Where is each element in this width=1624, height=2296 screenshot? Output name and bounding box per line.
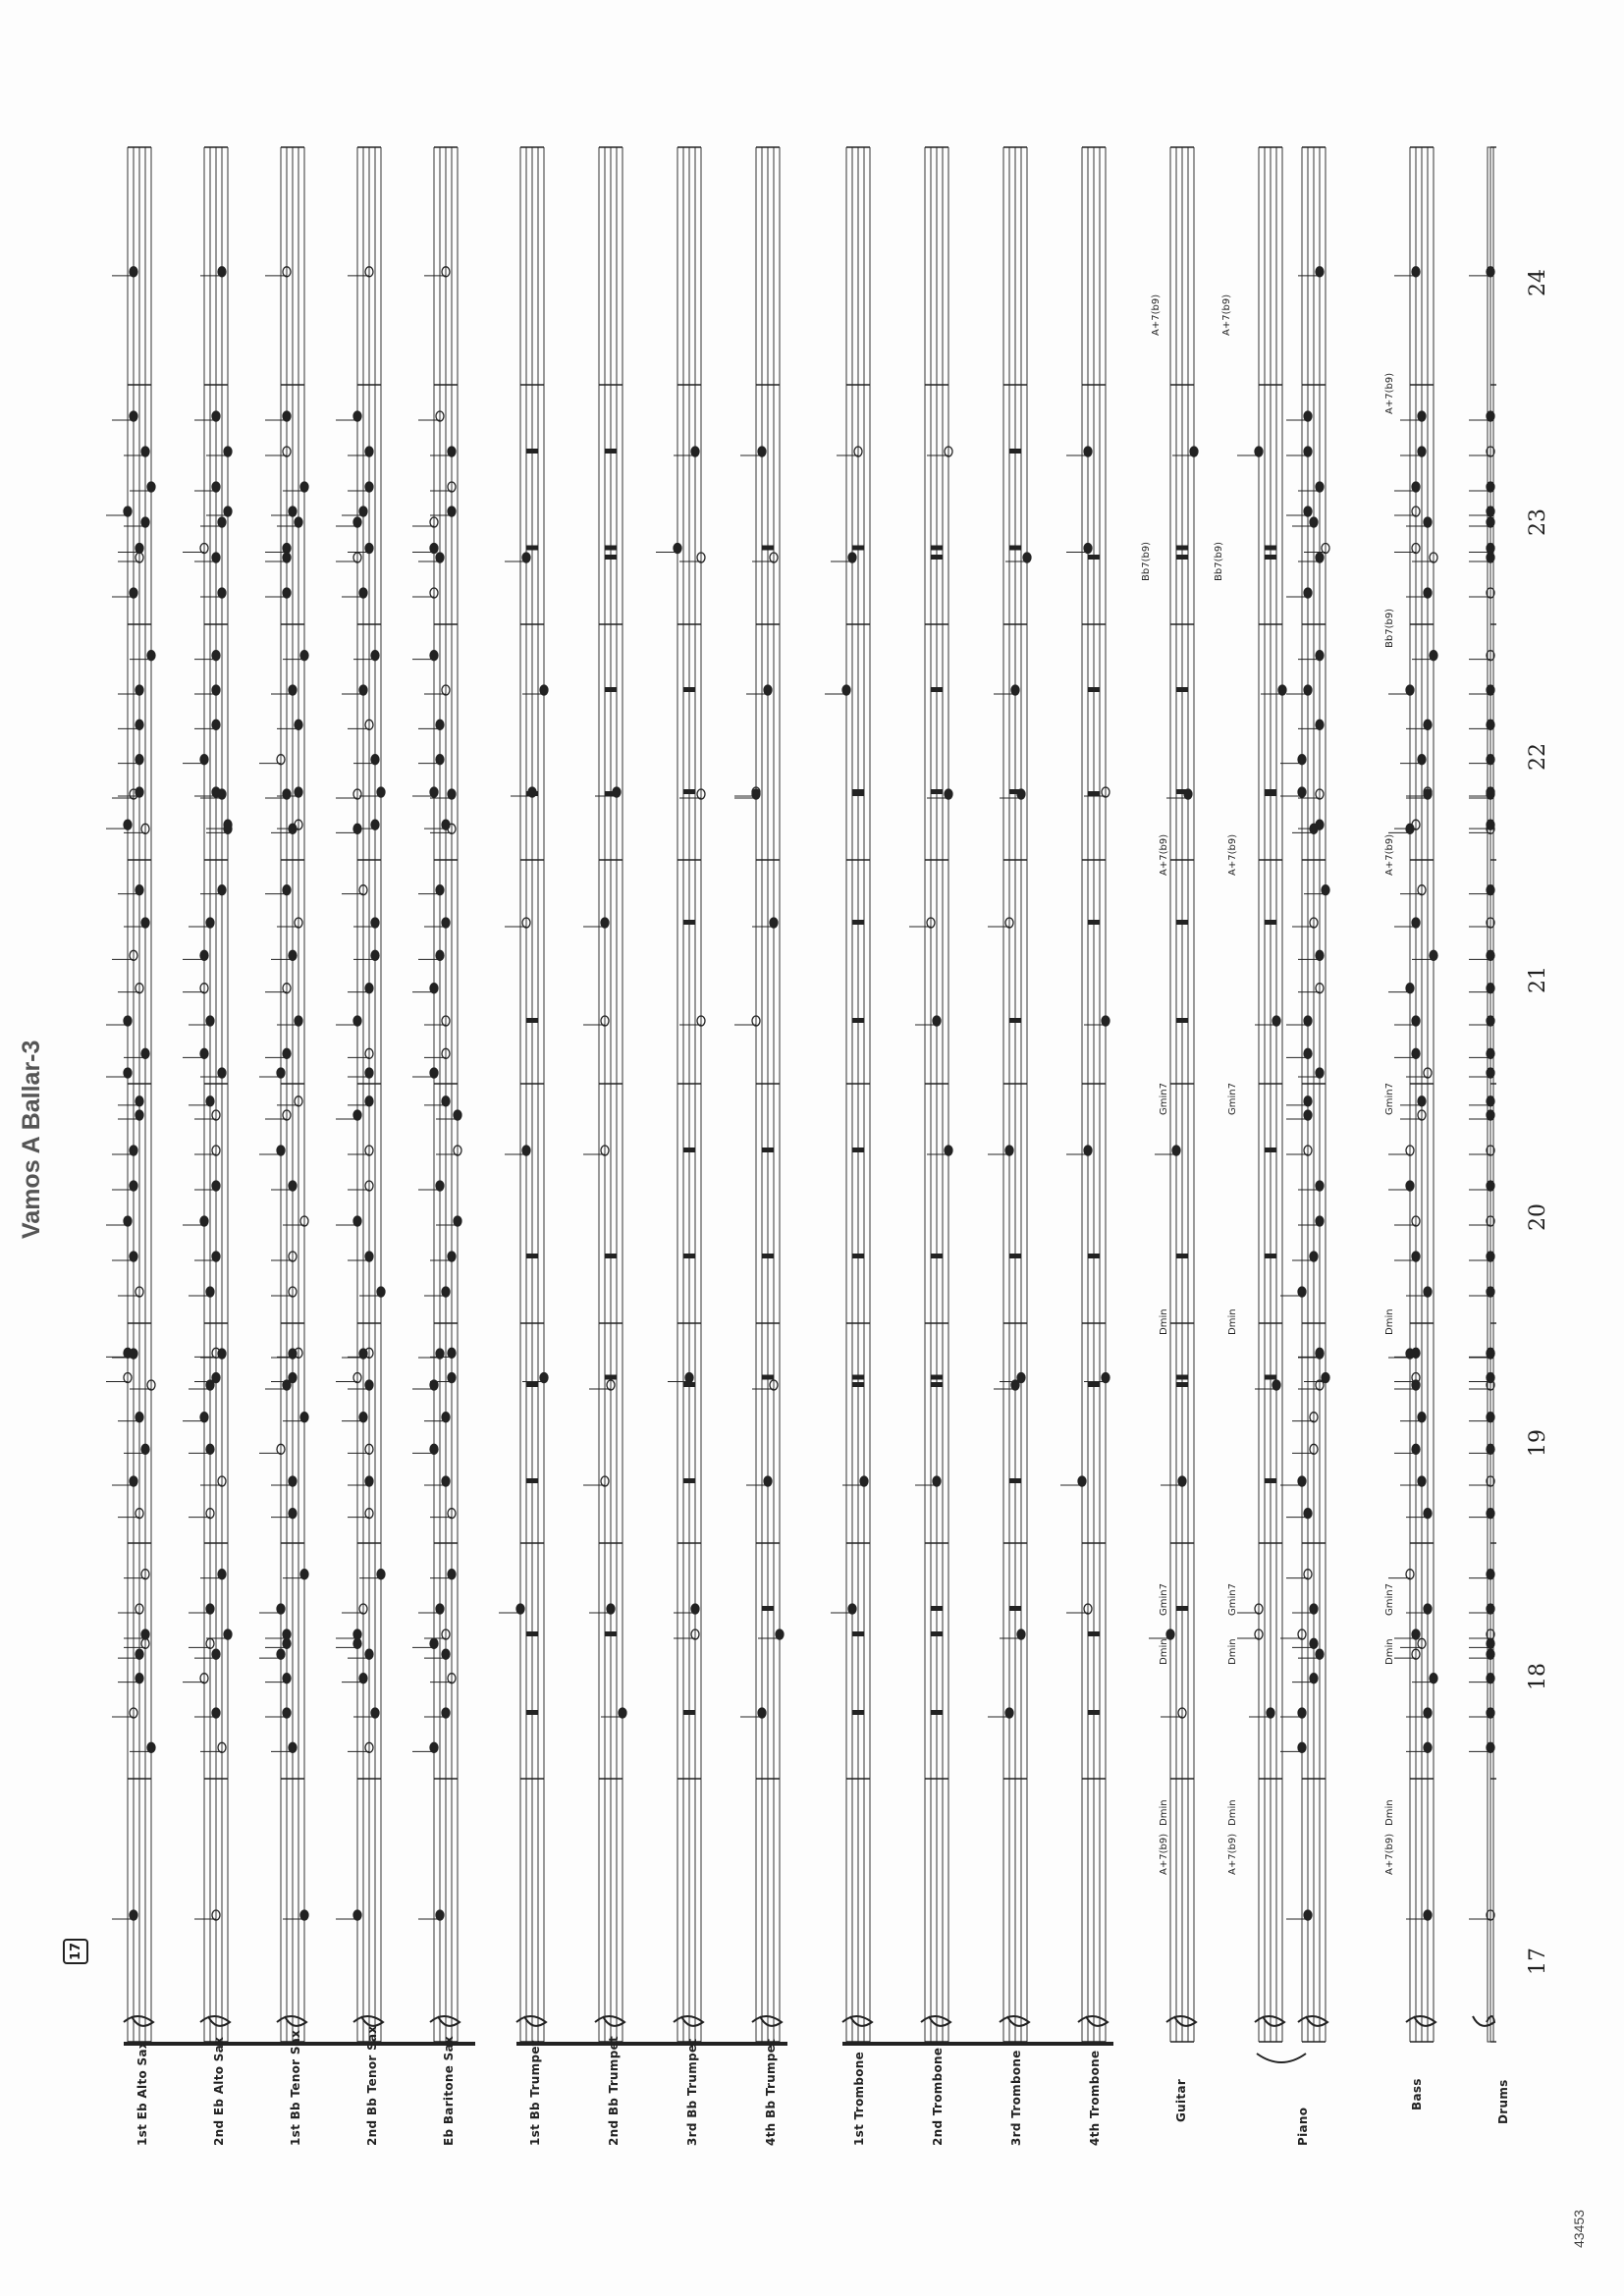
rest-glyph — [852, 789, 864, 794]
rest-glyph — [526, 449, 538, 454]
rest-glyph — [1088, 791, 1100, 796]
rest-glyph — [931, 789, 943, 794]
rest-glyph — [1176, 1254, 1188, 1258]
chord-symbol: A+7(b9) — [1227, 833, 1238, 876]
rest-glyph — [1265, 546, 1276, 551]
rest-glyph — [762, 1254, 774, 1258]
instrument-label-piano: Piano — [1296, 2107, 1310, 2146]
instrument-label-trombone-3: 3rd Trombone — [1009, 2050, 1023, 2146]
rest-glyph — [1009, 1478, 1021, 1483]
rest-glyph — [1088, 687, 1100, 692]
instrument-label-trombone-2: 2nd Trombone — [931, 2047, 945, 2146]
catalog-number: 43453 — [1571, 2210, 1587, 2248]
chord-symbol: Dmin — [1384, 1638, 1395, 1665]
instrument-label-trumpet-2: 2nd Bb Trumpet — [607, 2035, 621, 2146]
rest-glyph — [852, 1018, 864, 1023]
rest-glyph — [683, 687, 695, 692]
chord-symbol: Dmin — [1227, 1308, 1238, 1335]
rest-glyph — [526, 1631, 538, 1636]
chord-symbol: Dmin — [1227, 1638, 1238, 1665]
clef-glyph — [1473, 2016, 1494, 2026]
instrument-label-trombone-4: 4th Trombone — [1088, 2050, 1102, 2146]
rest-glyph — [852, 1254, 864, 1258]
rest-glyph — [1265, 789, 1276, 794]
rest-glyph — [762, 546, 774, 551]
trombones-group-bracket — [842, 2042, 1113, 2046]
rest-glyph — [852, 1710, 864, 1715]
rest-glyph — [1009, 449, 1021, 454]
rest-glyph — [1176, 546, 1188, 551]
instrument-label-bari-sax: Eb Baritone Sax — [442, 2035, 456, 2146]
chord-symbol: A+7(b9) — [1159, 833, 1169, 876]
rest-glyph — [1088, 1710, 1100, 1715]
rest-glyph — [683, 920, 695, 925]
instrument-label-trumpet-3: 3rd Bb Trumpet — [685, 2038, 699, 2146]
chord-symbol: Dmin — [1227, 1799, 1238, 1826]
instrument-label-trumpet-1: 1st Bb Trumpet — [528, 2040, 542, 2146]
rest-glyph — [762, 1148, 774, 1152]
bar-number-23: 23 — [1526, 508, 1550, 536]
rest-glyph — [1176, 920, 1188, 925]
rest-glyph — [605, 555, 617, 560]
rest-glyph — [1176, 789, 1188, 794]
rest-glyph — [852, 1148, 864, 1152]
chord-symbol: Gmin7 — [1159, 1583, 1169, 1616]
chord-symbol: Gmin7 — [1227, 1083, 1238, 1115]
instrument-label-alto-1: 1st Eb Alto Sax — [135, 2041, 149, 2146]
rest-glyph — [931, 1631, 943, 1636]
rest-glyph — [852, 1375, 864, 1380]
instrument-label-tenor-1: 1st Bb Tenor Sax — [289, 2029, 302, 2146]
rest-glyph — [931, 1254, 943, 1258]
rest-glyph — [526, 1018, 538, 1023]
rest-glyph — [605, 546, 617, 551]
rest-glyph — [605, 449, 617, 454]
rest-glyph — [526, 1382, 538, 1387]
chord-symbol: Gmin7 — [1159, 1083, 1169, 1115]
rest-glyph — [1088, 1254, 1100, 1258]
instrument-label-drums: Drums — [1496, 2079, 1510, 2124]
rest-glyph — [683, 1382, 695, 1387]
rest-glyph — [526, 1254, 538, 1258]
bar-number-17: 17 — [1526, 1948, 1550, 1975]
rest-glyph — [1088, 1382, 1100, 1387]
chord-symbol: A+7(b9) — [1221, 294, 1232, 336]
rest-glyph — [605, 1254, 617, 1258]
instrument-label-trombone-1: 1st Trombone — [852, 2051, 866, 2146]
chord-symbol: Gmin7 — [1227, 1583, 1238, 1616]
rest-glyph — [1009, 789, 1021, 794]
bar-number-19: 19 — [1526, 1429, 1550, 1457]
rest-glyph — [1265, 920, 1276, 925]
rest-glyph — [605, 1631, 617, 1636]
rest-glyph — [762, 1375, 774, 1380]
rest-glyph — [1176, 1375, 1188, 1380]
rest-glyph — [931, 555, 943, 560]
instrument-label-trumpet-4: 4th Bb Trumpet — [764, 2038, 778, 2146]
rest-glyph — [605, 1375, 617, 1380]
chord-symbol: Dmin — [1384, 1308, 1395, 1335]
chord-symbol: Bb7(b9) — [1384, 608, 1395, 648]
rest-glyph — [852, 1631, 864, 1636]
chord-symbol: Dmin — [1159, 1308, 1169, 1335]
page-title: Vamos A Ballar-3 — [18, 1040, 45, 1239]
rest-glyph — [683, 1478, 695, 1483]
bar-number-24: 24 — [1526, 269, 1550, 296]
chord-symbol: Dmin — [1384, 1799, 1395, 1826]
chord-symbol: Gmin7 — [1384, 1583, 1395, 1616]
instrument-label-guitar: Guitar — [1174, 2078, 1188, 2122]
chord-symbol: A+7(b9) — [1227, 1833, 1238, 1875]
chord-symbol: Dmin — [1159, 1638, 1169, 1665]
rest-glyph — [683, 1148, 695, 1152]
chord-symbol: A+7(b9) — [1384, 372, 1395, 414]
rest-glyph — [1265, 1148, 1276, 1152]
chord-symbol: Bb7(b9) — [1214, 541, 1224, 581]
trumpets-group-bracket — [516, 2042, 787, 2046]
rest-glyph — [1088, 1631, 1100, 1636]
rest-glyph — [1009, 546, 1021, 551]
rest-glyph — [1088, 920, 1100, 925]
rest-glyph — [931, 1382, 943, 1387]
rest-glyph — [931, 1375, 943, 1380]
rest-glyph — [1176, 555, 1188, 560]
rest-glyph — [526, 1710, 538, 1715]
instrument-label-bass: Bass — [1410, 2078, 1424, 2110]
chord-symbol: Gmin7 — [1384, 1083, 1395, 1115]
chord-symbol: Bb7(b9) — [1141, 541, 1152, 581]
bar-number-20: 20 — [1526, 1203, 1550, 1231]
rest-glyph — [1176, 687, 1188, 692]
chord-symbol: A+7(b9) — [1384, 833, 1395, 876]
rest-glyph — [762, 1606, 774, 1611]
rest-glyph — [1265, 555, 1276, 560]
rest-glyph — [683, 1710, 695, 1715]
bar-number-22: 22 — [1526, 743, 1550, 771]
chord-symbol: A+7(b9) — [1159, 1833, 1169, 1875]
rest-glyph — [1009, 1018, 1021, 1023]
chord-symbol: A+7(b9) — [1151, 294, 1162, 336]
rest-glyph — [852, 1382, 864, 1387]
piano-brace — [1257, 2054, 1306, 2062]
rest-glyph — [1176, 1606, 1188, 1611]
rest-glyph — [931, 687, 943, 692]
rest-glyph — [1009, 1606, 1021, 1611]
rest-glyph — [1176, 1018, 1188, 1023]
rest-glyph — [852, 920, 864, 925]
instrument-label-alto-2: 2nd Eb Alto Sax — [212, 2036, 226, 2146]
rest-glyph — [1088, 555, 1100, 560]
rest-glyph — [526, 1478, 538, 1483]
rest-glyph — [1009, 1254, 1021, 1258]
chord-symbol: Dmin — [1159, 1799, 1169, 1826]
bar-number-18: 18 — [1526, 1663, 1550, 1690]
rehearsal-mark: 17 — [63, 1939, 88, 1964]
rest-glyph — [1265, 1375, 1276, 1380]
bar-number-21: 21 — [1526, 966, 1550, 993]
rest-glyph — [852, 546, 864, 551]
rest-glyph — [931, 546, 943, 551]
chord-symbol: A+7(b9) — [1384, 1833, 1395, 1875]
instrument-label-tenor-2: 2nd Bb Tenor Sax — [365, 2025, 379, 2146]
rest-glyph — [1265, 1254, 1276, 1258]
rest-glyph — [1265, 1478, 1276, 1483]
rest-glyph — [931, 1710, 943, 1715]
rest-glyph — [683, 1254, 695, 1258]
rest-glyph — [931, 1606, 943, 1611]
rest-glyph — [605, 687, 617, 692]
rest-glyph — [683, 789, 695, 794]
rest-glyph — [1176, 1382, 1188, 1387]
rest-glyph — [526, 546, 538, 551]
